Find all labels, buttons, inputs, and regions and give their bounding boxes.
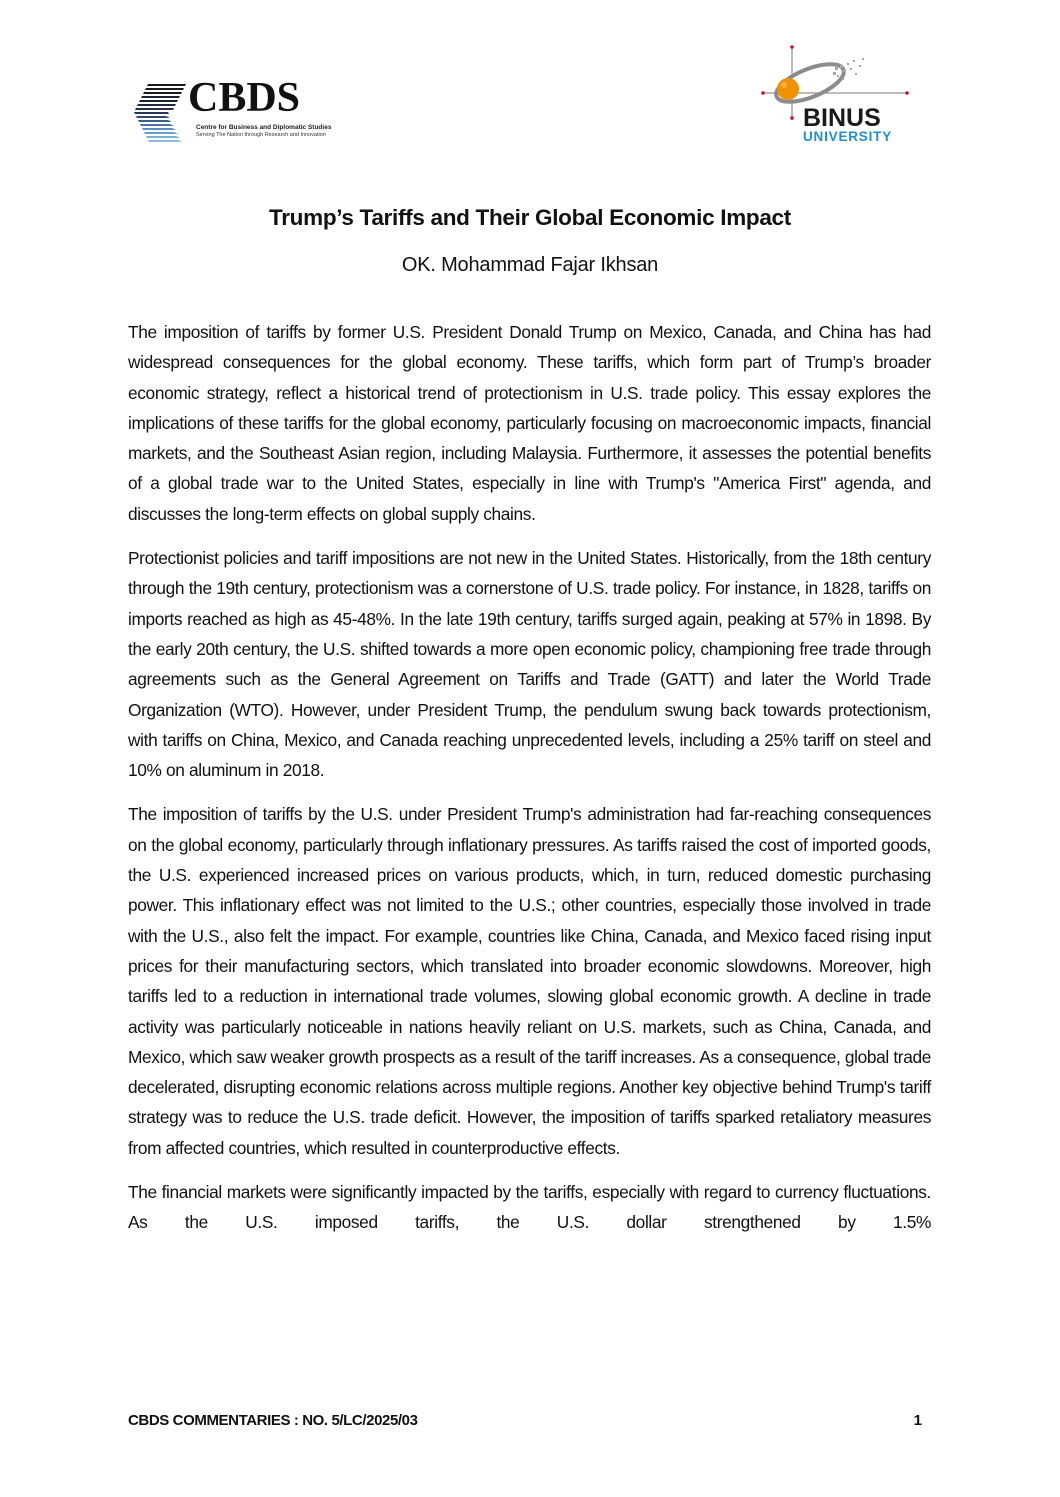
footer-page-number: 1 (913, 1412, 922, 1429)
paragraph-introduction: The imposition of tariffs by former U.S. President Donald Trump on Mexico, Canada, and China has had widespread consequences for the global economy. These tariffs, which form part of Trump’s broader economic strategy, reflect a historical trend of protectionism in U.S. trade policy. This essay explores the implications of these tariffs for the global economy, particularly focusing on macroeconomic impacts, financial markets, and the Southeast Asian region, including Malaysia. Furthermore, it assesses the potential benefits of a global trade war to the United States, especially in line with Trump's "America First" agenda, and discusses the long-term effects on global supply chains. (128, 322, 931, 524)
cbds-logo (130, 75, 340, 150)
document-body (128, 317, 931, 1252)
cbds-subtitle: Centre for Business and Diplomatic Studies (196, 124, 332, 131)
document-author: OK. Mohammad Fajar Ikhsan (401, 254, 659, 276)
document-title: Trump’s Tariffs and Their Global Economic Impact (269, 205, 791, 230)
footer-series-label: CBDS COMMENTARIES : NO. 5/LC/2025/03 (128, 1412, 418, 1429)
binus-wordmark: BINUS (803, 104, 881, 132)
cbds-chevron-icon (130, 82, 186, 142)
paragraph-global-impact: The imposition of tariffs by the U.S. under President Trump's administration had far-reaching consequences on the global economy, particularly through inflationary pressures. As tariffs raised the cost of imported goods, the U.S. experienced increased prices on various products, which, in turn, reduced domestic purchasing power. This inflationary effect was not limited to the U.S.; other countries, especially those involved in trade with the U.S., also felt the impact. For example, countries like China, Canada, and Mexico faced rising input prices for their manufacturing sectors, which translated into broader economic slowdowns. Moreover, high tariffs led to a reduction in international trade volumes, slowing global economic growth. A decline in trade activity was particularly noticeable in nations heavily reliant on U.S. markets, such as China, Canada, and Mexico, which saw weaker growth prospects as a result of the tariff increases. As a consequence, global trade decelerated, disrupting economic relations across multiple regions. Another key objective behind Trump's tariff strategy was to reduce the U.S. trade deficit. However, the imposition of tariffs sparked retaliatory measures from affected countries, which resulted in counterproductive effects. (128, 804, 931, 1158)
cbds-tagline: Serving The Nation through Research and Innovation (196, 132, 326, 138)
cbds-wordmark: CBDS (188, 75, 301, 121)
paragraph-history: Protectionist policies and tariff impositions are not new in the United States. Historically, from the 18th century through the 19th century, protectionism was a cornerstone of U.S. trade policy. For instance, in 1828, tariffs on imports reached as high as 45-48%. In the late 19th century, tariffs surged again, peaking at 57% in 1898. By the early 20th century, the U.S. shifted towards a more open economic policy, championing free trade through agreements such as the General Agreement on Tariffs and Trade (GATT) and later the World Trade Organization (WTO). However, under President Trump, the pendulum swung back towards protectionism, with tariffs on China, Mexico, and Canada reaching unprecedented levels, including a 25% tariff on steel and 10% on aluminum in 2018. (128, 548, 931, 781)
binus-university-label: UNIVERSITY (803, 129, 893, 144)
binus-logo (755, 45, 925, 145)
paragraph-financial-markets: The financial markets were significantly impacted by the tariffs, especially with regard to currency fluctuations. As the U.S. imposed tariffs, the U.S. dollar strengthened by 1.5% (128, 1182, 931, 1233)
